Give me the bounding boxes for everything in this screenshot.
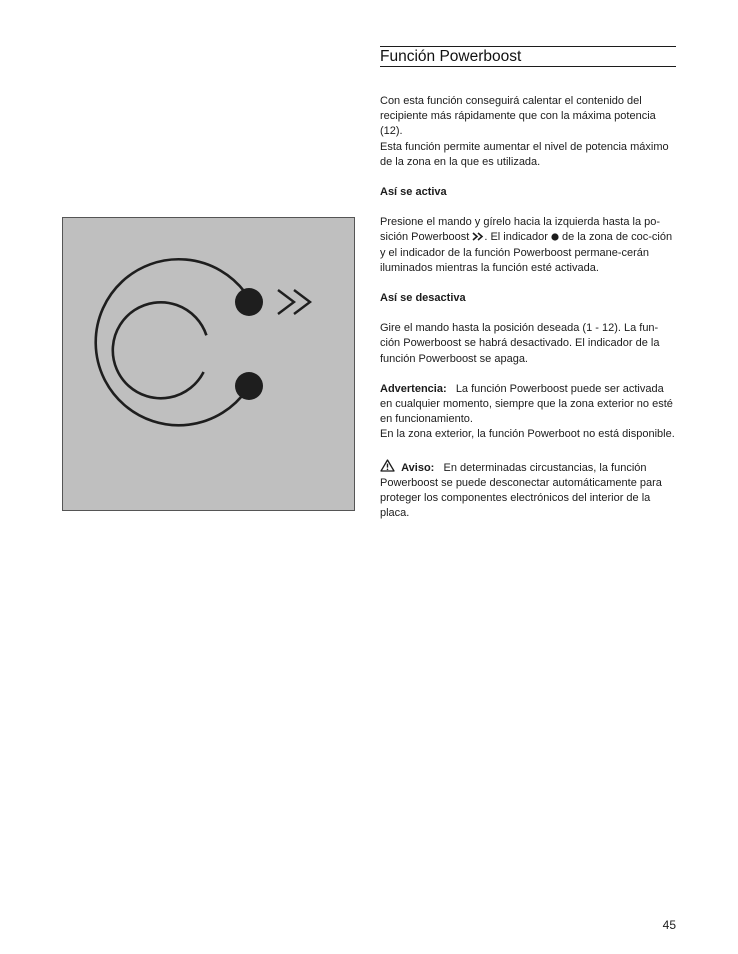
indicator-dot-icon: [551, 233, 559, 241]
warning-block: [380, 382, 676, 443]
activate-text-a: Presione el mando y gírelo hacia la izquierda hasta la po-sición Powerboost: [380, 216, 661, 244]
warning-text-1: La función Powerboost puede ser activada en cualquier momento, siempre que la zona exterior no esté en funcionamiento.: [380, 382, 673, 426]
activate-text-b: . El indicador: [484, 231, 551, 244]
warning-paragraph: [380, 382, 676, 428]
notice-text: En determinadas circustancias, la función Powerboost se puede desconectar automáticamente para proteger los componentes electrónicos del interior de la placa.: [380, 461, 662, 520]
warning-label: Advertencia:: [380, 382, 447, 395]
powerboost-diagram: [63, 218, 354, 510]
zone-indicator-dot: [235, 372, 263, 400]
notice-label: Aviso:: [401, 461, 435, 474]
text-column: [380, 46, 676, 521]
activate-text-c: de la zona de coc-ción y el indicador de la función Powerboost permane-cerán iluminados mientras la función esté activada.: [380, 231, 673, 274]
powerboost-chevron-icon: [278, 290, 310, 314]
cooktop-zone-illustration: [62, 217, 355, 511]
page-number: 45: [662, 918, 676, 932]
activate-heading: Así se activa: [380, 186, 447, 199]
outer-zone-arc: [96, 259, 247, 425]
notice-paragraph: [380, 459, 676, 522]
deactivate-paragraph: Gire el mando hasta la posición deseada (1 - 12). La fun-ción Powerboost se habrá desactivado. El indicador de la función Powerboost se apaga.: [380, 322, 660, 365]
intro-paragraph-2: Esta función permite aumentar el nivel de potencia máximo de la zona en la que es utilizada.: [380, 140, 669, 168]
warning-paragraph-2: En la zona exterior, la función Powerboot no está disponible.: [380, 428, 675, 441]
section-title: Función Powerboost: [380, 46, 676, 67]
deactivate-heading: Así se desactiva: [380, 292, 466, 305]
powerboost-symbol-icon: [472, 232, 484, 241]
powerboost-indicator-dot: [235, 288, 263, 316]
inner-zone-arc: [113, 302, 207, 398]
intro-paragraph-1: Con esta función conseguirá calentar el contenido del recipiente más rápidamente que con la máxima potencia (12).: [380, 95, 656, 138]
warning-triangle-icon: [380, 459, 395, 472]
activate-paragraph: [380, 215, 676, 276]
intro-block: [380, 94, 676, 170]
